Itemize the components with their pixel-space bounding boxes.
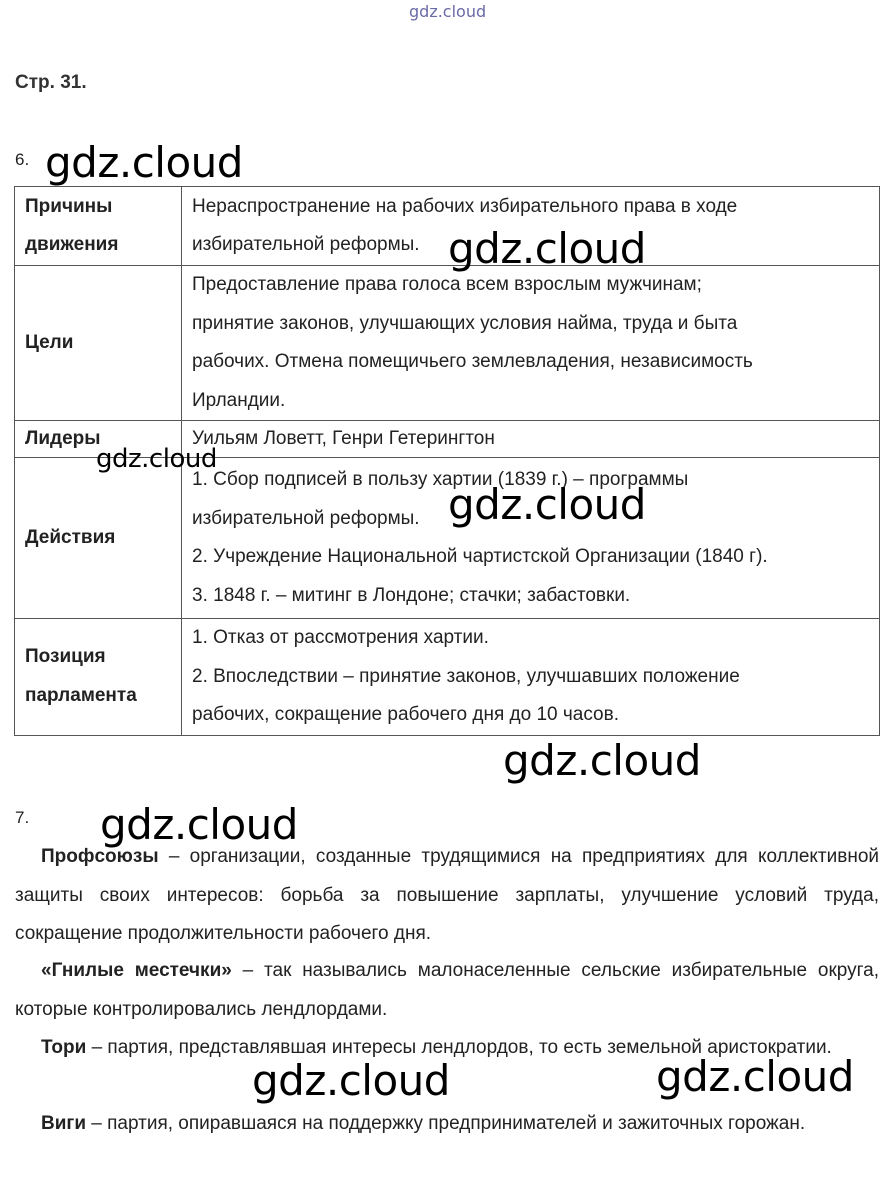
label-line: Причины xyxy=(25,195,113,217)
row-label xyxy=(15,187,182,266)
table-row-causes xyxy=(15,187,880,266)
term: «Гнилые местечки» xyxy=(41,960,232,981)
label-line: Цели xyxy=(25,331,74,353)
value-line: избирательной реформы. xyxy=(192,507,420,529)
value-line: избирательной реформы. xyxy=(192,234,420,255)
value-line: Ирландии. xyxy=(192,389,286,411)
definition-trade-unions xyxy=(15,838,879,954)
watermark-top: gdz.cloud xyxy=(409,2,487,21)
value-line: Нераспространение на рабочих избирательного права в ходе xyxy=(192,195,738,217)
row-value xyxy=(182,421,880,458)
definition-text: – партия, представлявшая интересы лендлордов, то есть земельной аристократии. xyxy=(86,1037,832,1058)
label-line: парламента xyxy=(25,684,137,706)
term: Виги xyxy=(41,1113,86,1134)
table-row-actions xyxy=(15,458,880,619)
term: Профсоюзы xyxy=(41,846,159,867)
watermark: gdz.cloud xyxy=(45,138,243,187)
label-line: движения xyxy=(25,234,119,255)
table-row-parliament xyxy=(15,619,880,736)
watermark: gdz.cloud xyxy=(96,444,217,474)
definition-whigs xyxy=(15,1105,879,1144)
value-line: Уильям Ловетт, Генри Гетерингтон xyxy=(192,428,495,449)
page-reference: Стр. 31. xyxy=(15,72,87,93)
value-line: 2. Впоследствии – принятие законов, улучшавших положение xyxy=(192,665,740,687)
table-row-goals xyxy=(15,266,880,421)
task-number-7: 7. xyxy=(15,808,30,827)
task-number-6: 6. xyxy=(15,150,30,169)
value-line: принятие законов, улучшающих условия найма, труда и быта xyxy=(192,312,738,334)
row-label xyxy=(15,619,182,736)
value-line: Предоставление права голоса всем взрослым мужчинам; xyxy=(192,274,702,295)
row-value xyxy=(182,266,880,421)
definition-text: – так назывались малонаселенные сельские избирательные округа, которые контролировались лендлордами. xyxy=(15,960,879,1020)
definition-rotten-boroughs xyxy=(15,952,879,1029)
watermark: gdz.cloud xyxy=(448,480,646,529)
watermark: gdz.cloud xyxy=(503,736,701,785)
value-line: рабочих. Отмена помещичьего землевладения, независимость xyxy=(192,351,753,372)
value-line: рабочих, сокращение рабочего дня до 10 часов. xyxy=(192,704,619,725)
definition-text: – партия, опиравшаяся на поддержку предпринимателей и зажиточных горожан. xyxy=(86,1113,806,1134)
value-line: 3. 1848 г. – митинг в Лондоне; стачки; забастовки. xyxy=(192,584,631,606)
label-line: Действия xyxy=(25,526,116,548)
label-line: Позиция xyxy=(25,646,106,668)
value-line: 1. Отказ от рассмотрения хартии. xyxy=(192,627,489,648)
row-label xyxy=(15,458,182,619)
definition-text: – организации, созданные трудящимися на предприятиях для коллективной защиты своих интересов: борьба за повышение зарплаты, улучшение условий труда, сокращение продолжительности рабочего дня. xyxy=(15,846,879,944)
row-label xyxy=(15,266,182,421)
watermark: gdz.cloud xyxy=(656,1052,854,1101)
term: Тори xyxy=(41,1037,87,1058)
label-line: Лидеры xyxy=(25,428,101,449)
watermark: gdz.cloud xyxy=(100,800,298,849)
row-value xyxy=(182,619,880,736)
watermark: gdz.cloud xyxy=(252,1056,450,1105)
value-line: 2. Учреждение Национальной чартистской Организации (1840 г). xyxy=(192,546,768,567)
value-line: 1. Сбор подписей в пользу хартии (1839 г.) – программы xyxy=(192,469,689,490)
watermark: gdz.cloud xyxy=(448,224,646,273)
